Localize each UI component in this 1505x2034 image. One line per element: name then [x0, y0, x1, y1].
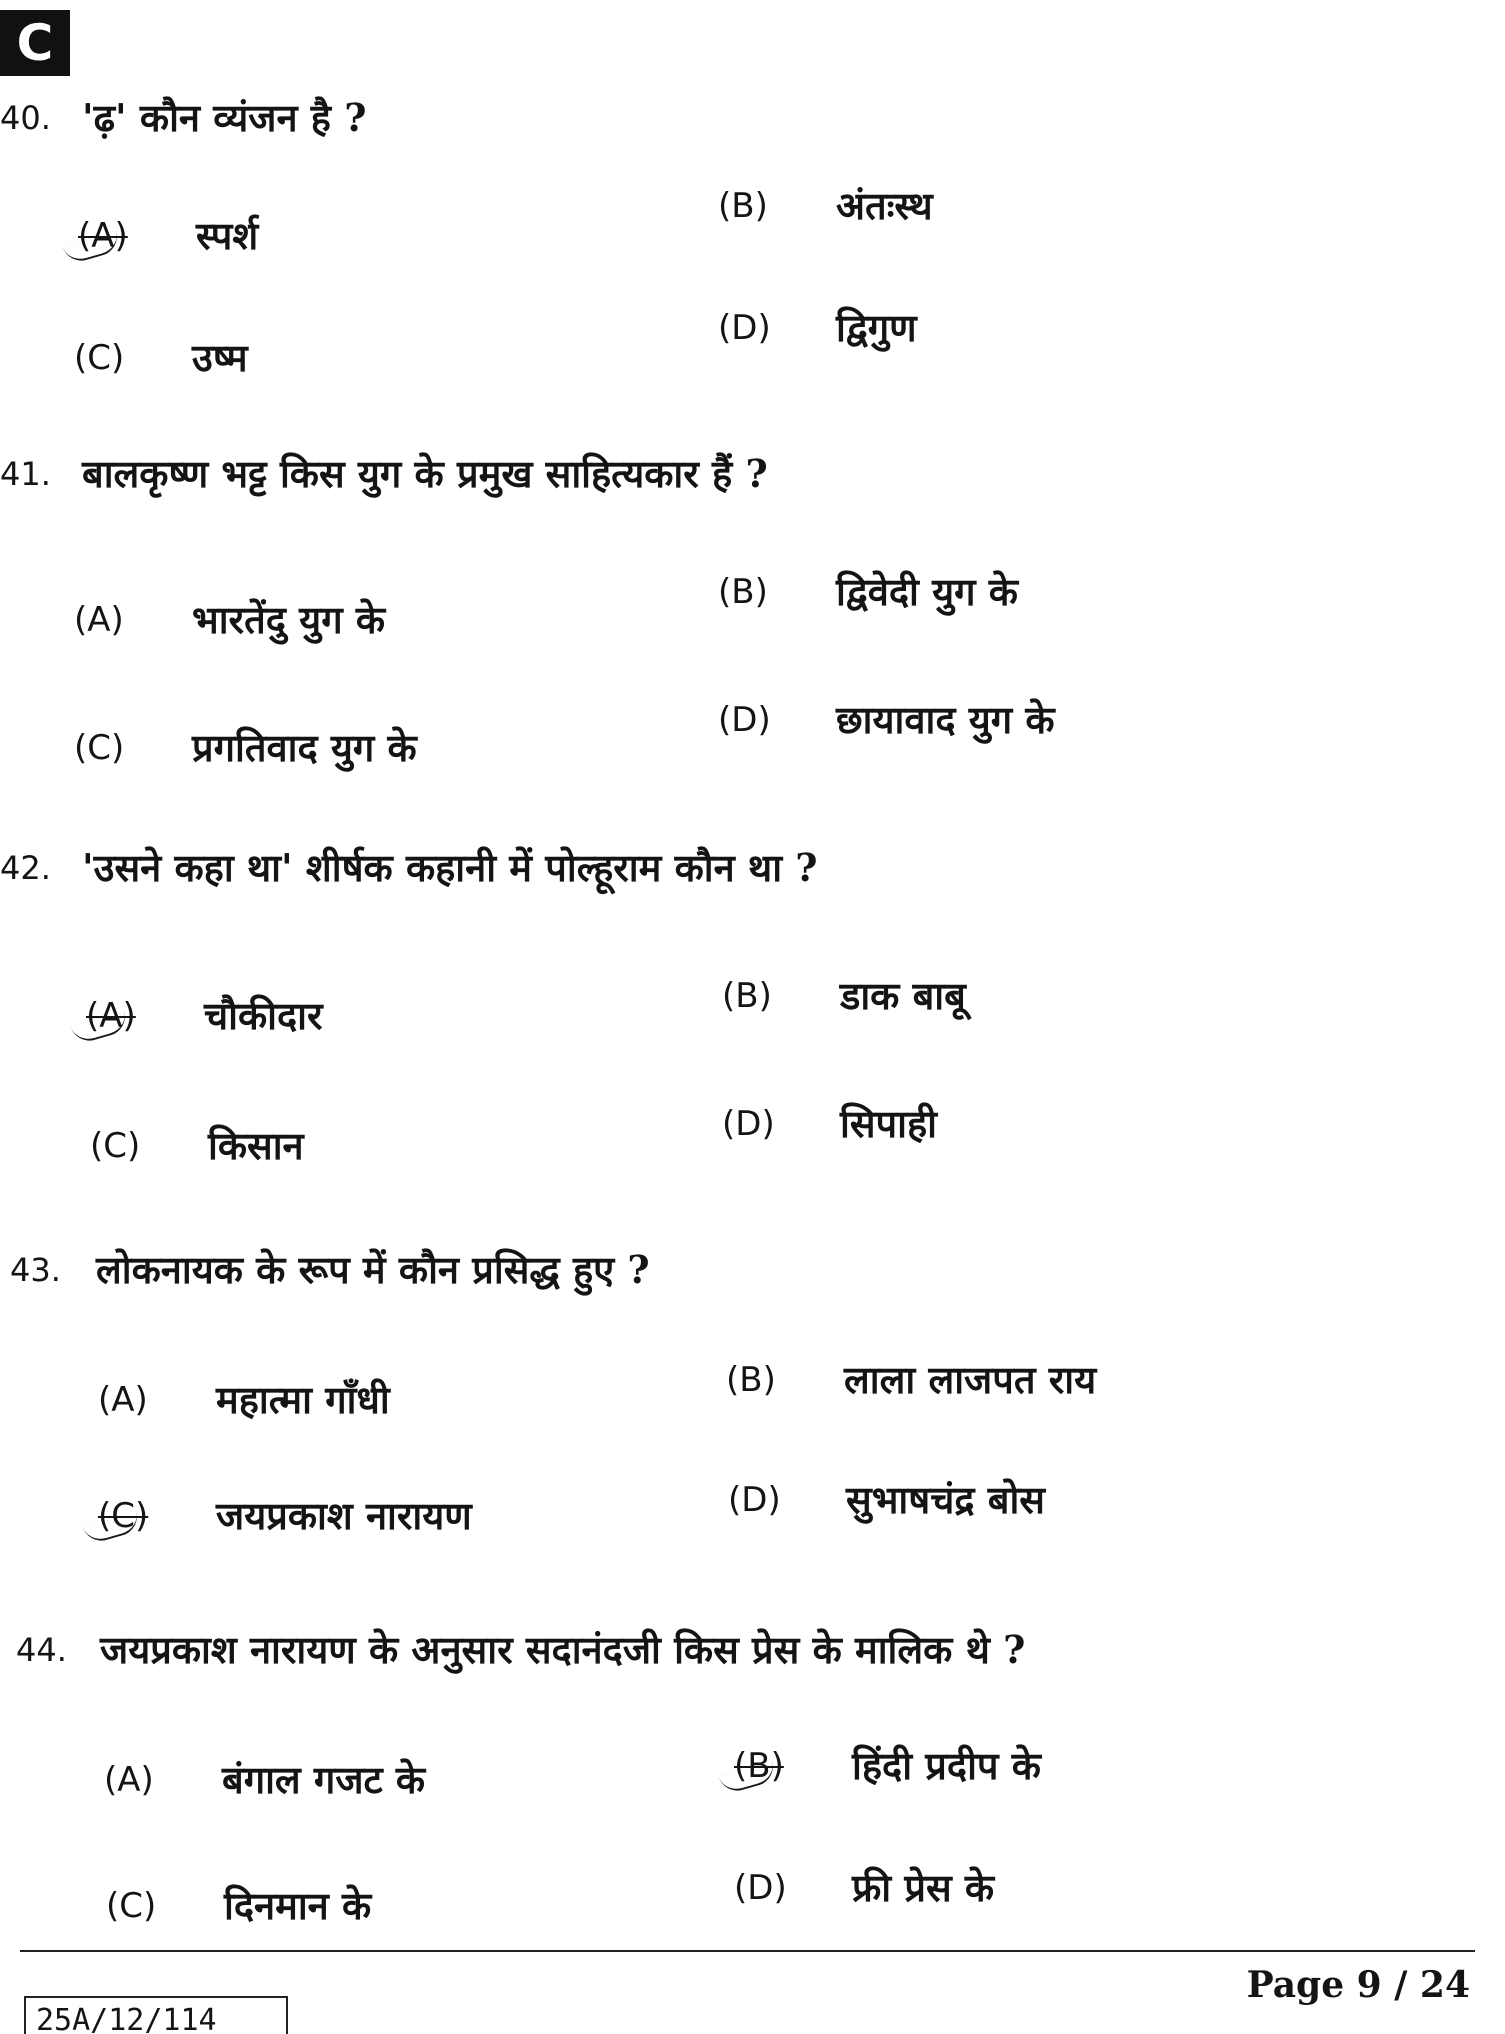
question-42: [0, 838, 1460, 1168]
option-letter: (D): [734, 1868, 787, 1908]
question-stem: [0, 838, 1460, 898]
option-letter: (D): [718, 308, 771, 348]
paper-code-box: 25A/12/114: [24, 1996, 288, 2034]
option-letter: (C): [74, 728, 125, 768]
option-text: उष्म: [192, 335, 248, 380]
question-41: [0, 444, 1460, 770]
question-number: 42.: [0, 849, 51, 887]
option-letter: (A): [104, 1760, 154, 1800]
question-number: 41.: [0, 455, 51, 493]
question-44: [0, 1620, 1460, 1928]
option-text: छायावाद युग के: [836, 697, 1055, 742]
option-letter: (A): [78, 216, 128, 256]
option-letter: (B): [718, 572, 768, 612]
page-number: Page 9 / 24: [1246, 1964, 1470, 2006]
option-text: सिपाही: [840, 1101, 937, 1146]
option-text: बंगाल गजट के: [222, 1757, 426, 1802]
option-letter: (D): [722, 1104, 775, 1144]
option-text: अंतःस्थ: [836, 183, 933, 228]
option-text: किसान: [208, 1123, 304, 1168]
option-letter: (C): [106, 1886, 157, 1926]
option-text: चौकीदार: [204, 993, 323, 1038]
option-letter: (D): [728, 1480, 781, 1520]
option-text: लाला लाजपत राय: [844, 1357, 1097, 1402]
option-letter: (B): [726, 1360, 776, 1400]
option-letter: (B): [722, 976, 772, 1016]
option-letter: (A): [98, 1380, 148, 1420]
option-text: महात्मा गाँधी: [216, 1377, 390, 1422]
option-text: जयप्रकाश नारायण: [216, 1493, 472, 1538]
option-text: स्पर्श: [196, 213, 259, 258]
question-number: 44.: [16, 1631, 67, 1669]
option-letter: (B): [734, 1746, 784, 1786]
option-text: द्विगुण: [836, 305, 917, 350]
set-label-badge: C: [0, 10, 70, 76]
question-text: 'ढ़' कौन व्यंजन है ?: [82, 95, 367, 140]
question-stem: [0, 444, 1460, 504]
option-letter: (A): [86, 996, 136, 1036]
option-text: दिनमान के: [224, 1883, 372, 1928]
option-letter: (D): [718, 700, 771, 740]
option-letter: (A): [74, 600, 124, 640]
question-text: लोकनायक के रूप में कौन प्रसिद्ध हुए ?: [96, 1247, 650, 1292]
question-text: बालकृष्ण भट्ट किस युग के प्रमुख साहित्यकार हैं ?: [82, 451, 768, 496]
question-43: [0, 1240, 1460, 1538]
option-text: द्विवेदी युग के: [836, 569, 1018, 614]
question-number: 43.: [10, 1251, 61, 1289]
option-text: डाक बाबू: [840, 973, 966, 1018]
option-letter: (C): [74, 338, 125, 378]
footer-divider: [20, 1950, 1475, 1952]
question-text: जयप्रकाश नारायण के अनुसार सदानंदजी किस प्रेस के मालिक थे ?: [100, 1627, 1026, 1672]
question-40: [0, 88, 1460, 380]
option-letter: (B): [718, 186, 768, 226]
option-letter: (C): [90, 1126, 141, 1166]
question-stem: [0, 88, 1460, 148]
question-number: 40.: [0, 99, 51, 137]
option-text: प्रगतिवाद युग के: [192, 725, 417, 770]
question-text: 'उसने कहा था' शीर्षक कहानी में पोल्हूराम कौन था ?: [82, 845, 818, 890]
question-stem: [0, 1240, 1460, 1300]
option-text: फ्री प्रेस के: [852, 1865, 995, 1910]
option-text: सुभाषचंद्र बोस: [846, 1477, 1045, 1522]
option-text: हिंदी प्रदीप के: [852, 1743, 1041, 1788]
question-stem: [0, 1620, 1460, 1680]
option-text: भारतेंदु युग के: [192, 597, 386, 642]
option-letter: (C): [98, 1496, 149, 1536]
